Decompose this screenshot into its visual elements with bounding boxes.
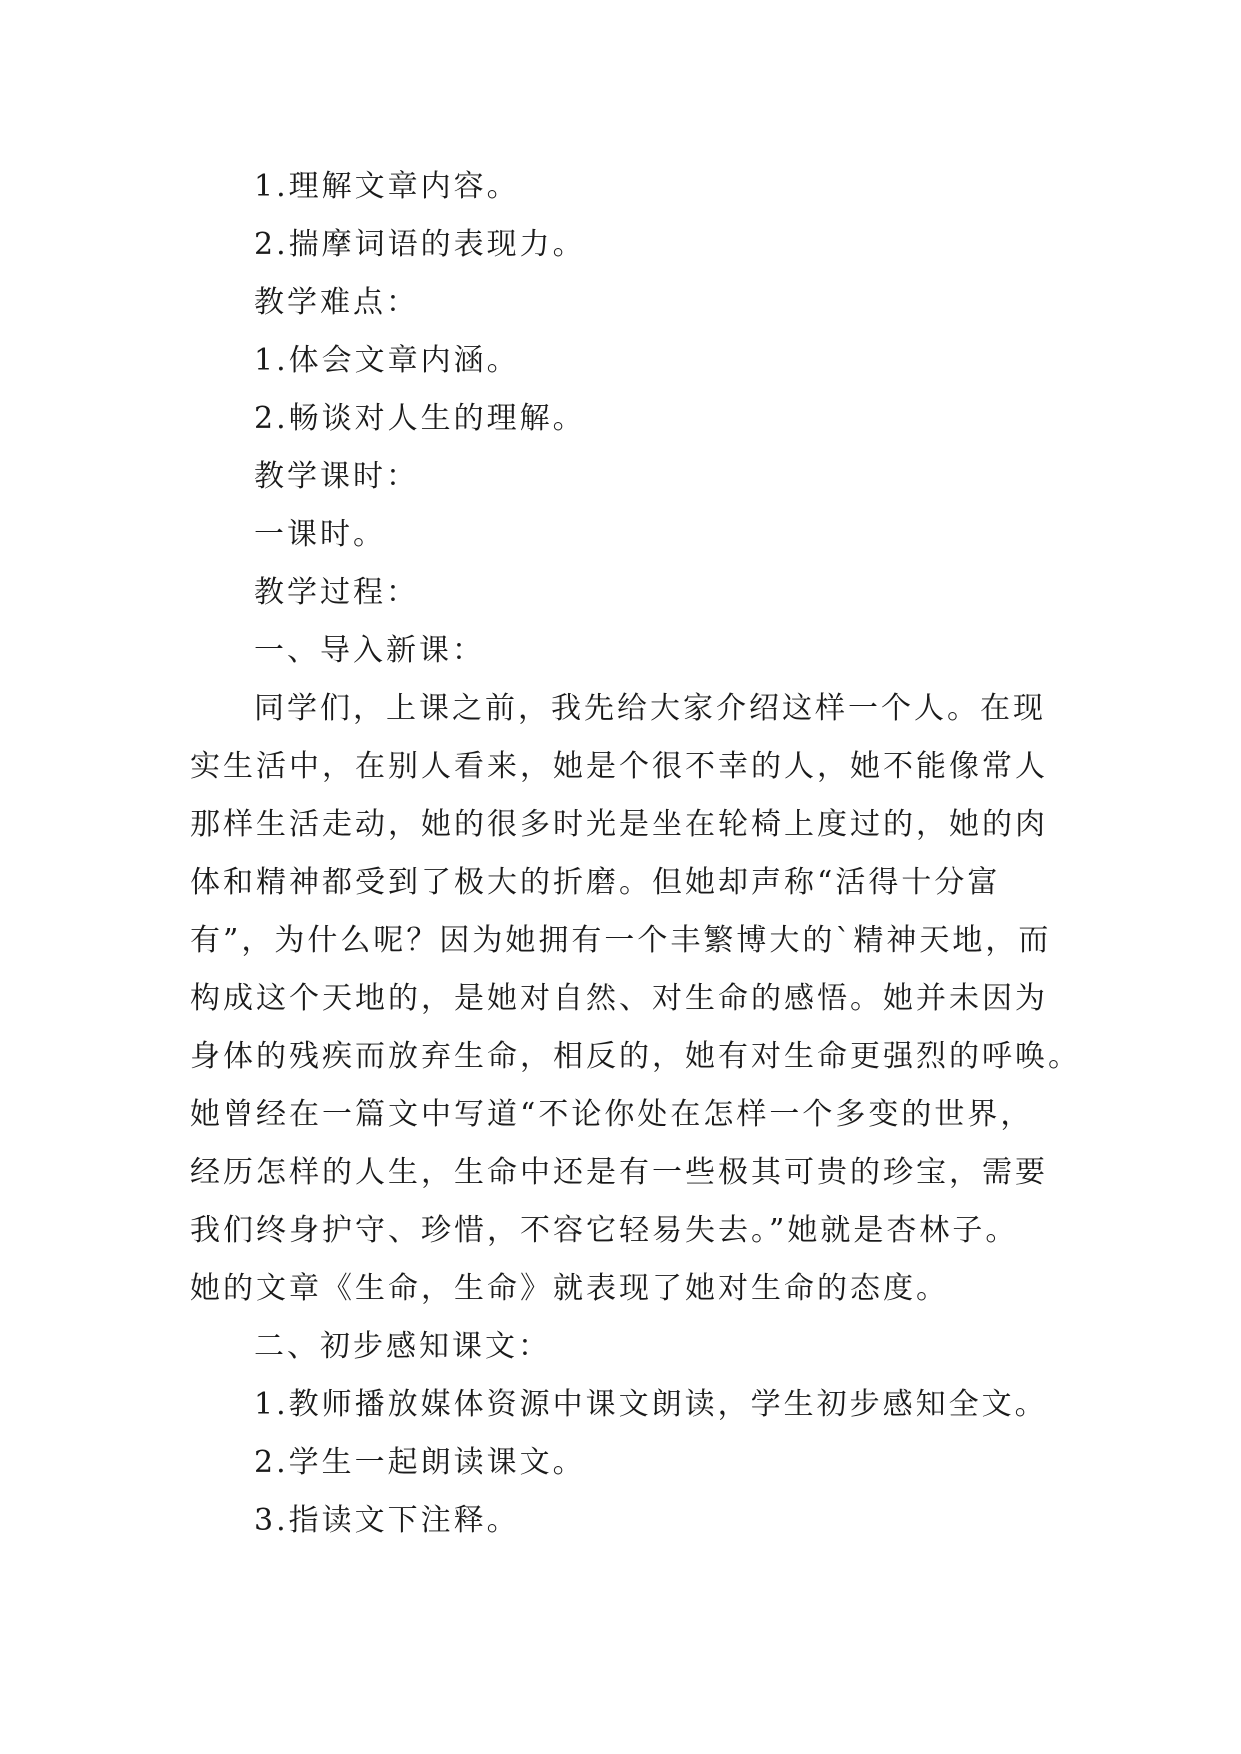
heading-teaching-difficulties: 教学难点： [254,285,419,320]
paragraph-line: 身体的残疾而放弃生命，相反的，她有对生命更强烈的呼唤。 [190,1039,1081,1074]
paragraph-line: 同学们，上课之前，我先给大家介绍这样一个人。在现 [254,691,1046,726]
paragraph-line: 有”，为什么呢？因为她拥有一个丰繁博大的`精神天地，而 [190,923,1052,958]
heading-class-hours: 教学课时： [254,459,419,494]
section-1-heading: 一、导入新课： [254,633,485,668]
paragraph-line: 体和精神都受到了极大的折磨。但她却声称“活得十分富 [190,865,1001,900]
section-2-item-3: 3.指读文下注释。 [254,1503,520,1538]
paragraph-line: 实生活中，在别人看来，她是个很不幸的人，她不能像常人 [190,749,1048,784]
difficulty-item-1: 1.体会文章内涵。 [254,343,520,378]
section-2-item-2: 2.学生一起朗读课文。 [254,1445,586,1480]
paragraph-line: 经历怎样的人生，生命中还是有一些极其可贵的珍宝，需要 [190,1155,1048,1190]
intro-paragraph [190,680,1081,1318]
class-hours-value: 一课时。 [254,517,386,552]
paragraph-line: 她的文章《生命，生命》就表现了她对生命的态度。 [190,1271,949,1306]
heading-teaching-process: 教学过程： [254,575,419,610]
paragraph-line: 那样生活走动，她的很多时光是坐在轮椅上度过的，她的肉 [190,807,1048,842]
section-2-item-1: 1.教师播放媒体资源中课文朗读，学生初步感知全文。 [254,1387,1048,1422]
objective-item-1: 1.理解文章内容。 [254,169,520,204]
difficulty-item-2: 2.畅谈对人生的理解。 [254,401,586,436]
section-2-heading: 二、初步感知课文： [254,1329,551,1364]
paragraph-line: 我们终身护守、珍惜，不容它轻易失去。”她就是杏林子。 [190,1213,1019,1248]
document-body [190,158,1081,1550]
objective-item-2: 2.揣摩词语的表现力。 [254,227,586,262]
paragraph-line: 构成这个天地的，是她对自然、对生命的感悟。她并未因为 [190,981,1048,1016]
paragraph-line: 她曾经在一篇文中写道“不论你处在怎样一个多变的世界， [190,1097,1034,1132]
